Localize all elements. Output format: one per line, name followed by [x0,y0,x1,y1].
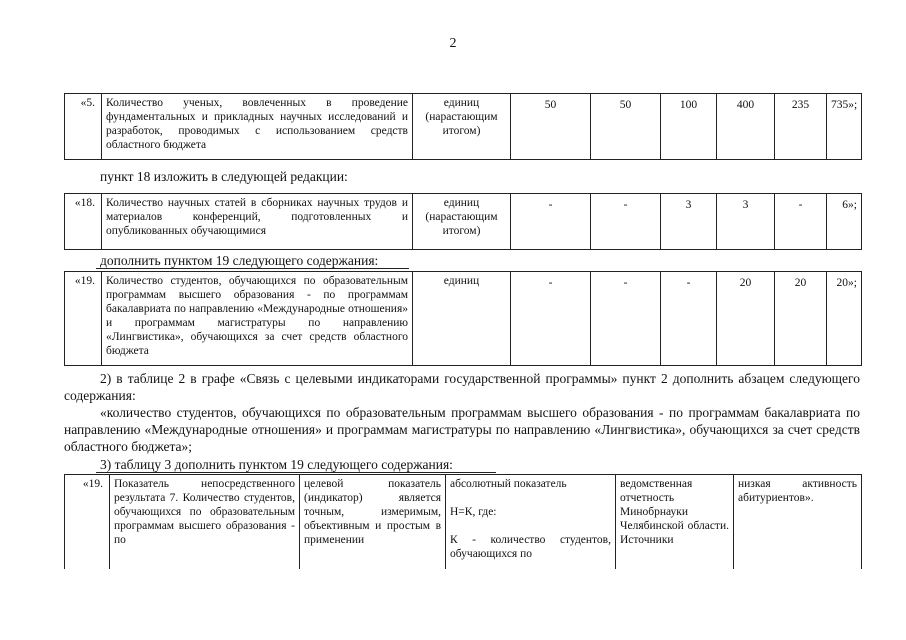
instruction-text: пункт 18 изложить в следующей редакции: [100,169,348,184]
value-cell: - [511,194,591,250]
indicator-table-item-5 [64,93,862,160]
table-row [65,475,862,569]
calculation-method-cell [446,475,616,569]
value-cell: 100 [661,94,717,160]
indicator-name: Количество ученых, вовлеченных в проведение фундаментальных и прикладных научных исследований и разработок, проводимых с использованием средств областного бюджета [102,94,413,160]
paragraph: «количество студентов, обучающихся по образовательным программам высшего образования - по программам бакалавриата по направлению «Международные отношения» и программам магистратуры по направлению «Лингвистика», обучающихся за счет средств областного бюджета»; [64,405,860,454]
value-cell: - [591,194,661,250]
value-cell: 6»; [827,194,862,250]
divider [96,472,496,473]
value-cell: 20 [775,272,827,366]
table-row [65,272,862,366]
results-table-item-19 [64,474,862,569]
calc-type: абсолютный показатель [450,478,567,490]
value-cell: 50 [511,94,591,160]
calc-variable: К - количество студентов, обучающихся по [450,534,611,560]
row-number: «19. [65,475,110,569]
value-cell: - [511,272,591,366]
indicator-table-item-18 [64,193,862,250]
value-cell: - [775,194,827,250]
row-number: «5. [65,94,102,160]
page-number: 2 [449,36,457,51]
value-cell: 400 [717,94,775,160]
instruction-text: дополнить пунктом 19 следующего содержания: [100,253,379,268]
value-cell: 20 [717,272,775,366]
value-cell: 20»; [827,272,862,366]
table-row [65,194,862,250]
value-cell: - [661,272,717,366]
row-number: «19. [65,272,102,366]
indicator-table-item-19 [64,271,862,366]
risk-cell: низкая активность абитуриентов». [734,475,862,569]
value-cell: 235 [775,94,827,160]
paragraph: 2) в таблице 2 в графе «Связь с целевыми индикаторами государственной программы» пункт 2 дополнить абзацем следующего содержания: [64,371,860,403]
table-row [65,94,862,160]
unit-cell: единиц [413,272,511,366]
result-indicator-cell: Показатель непосредственного результата 7. Количество студентов, обучающихся по образовательным программам высшего образования - по [110,475,300,569]
data-source-cell: ведомственная отчетность Минобрнауки Челябинской области. Источники [616,475,734,569]
row-number: «18. [65,194,102,250]
instruction-text: 3) таблицу 3 дополнить пунктом 19 следующего содержания: [100,457,453,472]
value-cell: 3 [661,194,717,250]
divider [96,268,409,269]
value-cell: - [591,272,661,366]
indicator-name: Количество студентов, обучающихся по образовательным программам высшего образования - по программам бакалавриата по направлению «Международные отношения» и программам магистратуры по направлению «Лингвистика», обучающихся за счет средств областного бюджета [102,272,413,366]
unit-cell: единиц (нарастающим итогом) [413,194,511,250]
indicator-properties-cell: целевой показатель (индикатор) является точным, измеримым, объективным и простым в применении [300,475,446,569]
value-cell: 735»; [827,94,862,160]
value-cell: 50 [591,94,661,160]
value-cell: 3 [717,194,775,250]
unit-cell: единиц (нарастающим итогом) [413,94,511,160]
indicator-name: Количество научных статей в сборниках научных трудов и материалов конференций, подготовленных и опубликованных обучающимися [102,194,413,250]
calc-formula: Н=К, где: [450,506,497,518]
